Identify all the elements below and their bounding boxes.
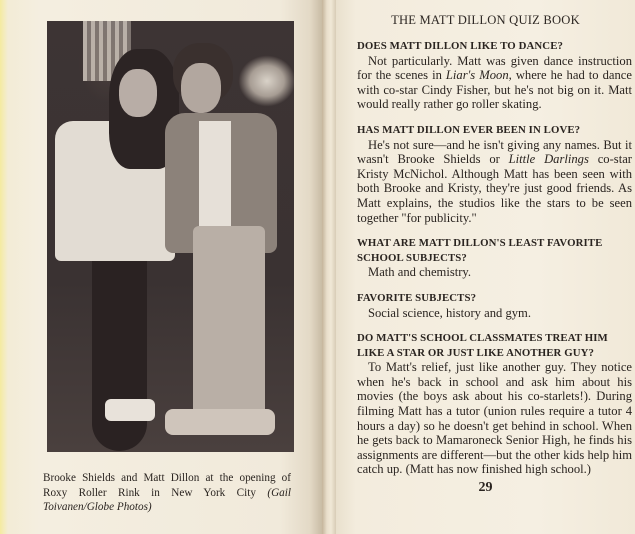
running-head: THE MATT DILLON QUIZ BOOK [391,13,580,27]
question: WHAT ARE MATT DILLON'S LEAST FAVORITE SCHOOL SUBJECTS? [357,237,603,264]
page-number: 29 [478,480,493,495]
photo-figure-woman-skates [105,399,155,421]
photo-figure-man-skates [165,409,275,435]
question: FAVORITE SUBJECTS? [357,291,477,304]
book-gutter [322,0,336,534]
photo-brooke-shields-matt-dillon [47,21,294,452]
qa-item [357,291,632,320]
qa-item [357,331,632,477]
quiz-content [357,39,632,488]
qa-item [357,236,632,280]
photo-figure-man-shirt [199,121,231,231]
photo-caption [43,471,291,515]
photo-figure-woman-face [119,69,157,117]
question: DOES MATT DILLON LIKE TO DANCE? [357,40,563,52]
answer: Not particularly. Matt was given dance instruction for the scenes in Liar's Moon, where he had to dance with co-star Cindy Fisher, but he's not big on it. Matt would really rather go roller skating. [357,53,632,112]
caption-credit: (Gail Toivanen/Globe Photos) [43,486,291,513]
photo-figure-man-face [181,63,221,113]
right-page [336,0,635,534]
qa-item [357,123,632,225]
question: DO MATT'S SCHOOL CLASSMATES TREAT HIM LIKE A STAR OR JUST LIKE ANOTHER GUY? [357,332,608,359]
qa-item [357,39,632,112]
caption-text: Brooke Shields and Matt Dillon at the opening of Roxy Roller Rink in New York City [43,472,291,499]
answer: Math and chemistry. [368,265,472,280]
photo-figure-man-jeans [193,226,265,421]
answer: He's not sure—and he isn't giving any names. But it wasn't Brooke Shields or Little Darlings co-star Kristy McNichol. Although Matt has been seen with both Brooke and Kristy, they're just good friends. As Matt explains, the studios like the stars to be seen together "for publicity." [357,137,632,225]
question: HAS MATT DILLON EVER BEEN IN LOVE? [357,123,581,136]
answer: To Matt's relief, just like another guy. They notice when he's back in school and ask him about his movies (the boys ask about his co-starlets!). During filming Matt has a tutor (union rules require a tutor 4 hours a day) so he doesn't get behind in school. When he gets back to Mamaroneck Senior High, he finds his assignments are different—but the other kids help him catch up. (Matt has now finished high school.) [357,360,632,477]
answer: Social science, history and gym. [368,305,531,320]
